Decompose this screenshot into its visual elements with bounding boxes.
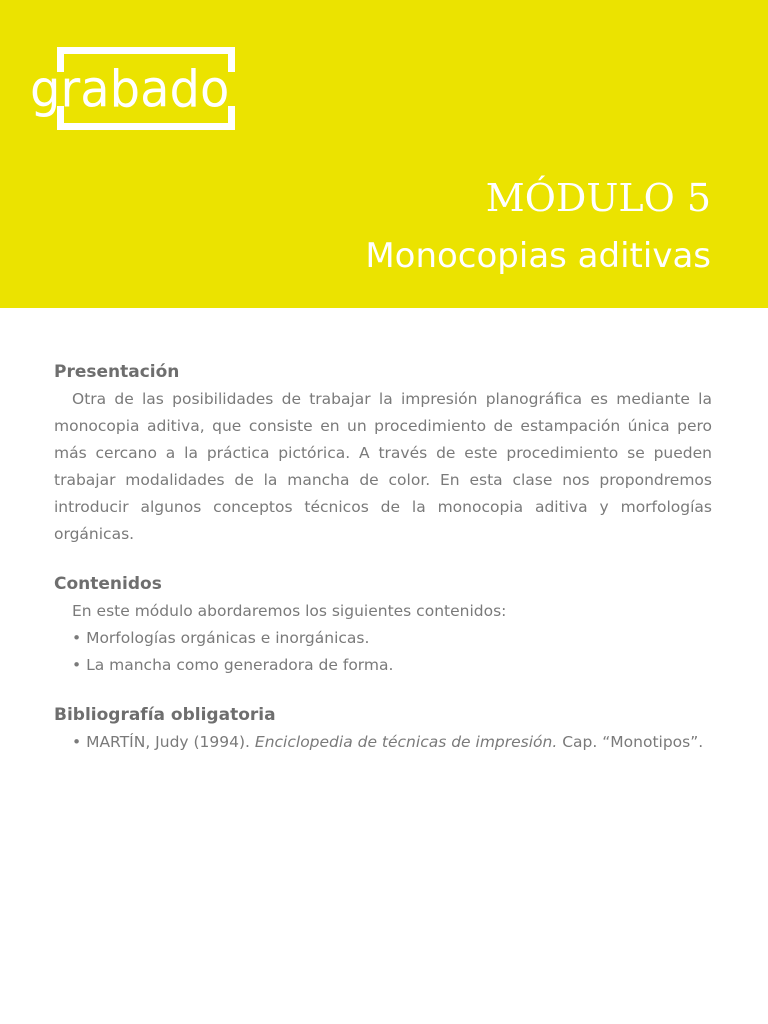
bibliography-title: Enciclopedia de técnicas de impresión.: [254, 733, 558, 751]
header-banner: [0, 0, 768, 308]
contents-item: • Morfologías orgánicas e inorgánicas.: [72, 629, 370, 647]
presentation-heading: Presentación: [54, 362, 180, 382]
bibliography-section: [54, 701, 712, 756]
presentation-text: Otra de las posibilidades de trabajar la impresión planográfica es mediante la monocopia aditiva, que consiste en un procedimiento de estampación única pero más cercano a la práctica pictórica. A través de este procedimiento se pueden trabajar modalidades de la mancha de color. En esta clase nos propondremos introducir algunos conceptos técnicos de la monocopia aditiva y morfologías orgánicas.: [54, 390, 712, 543]
contents-intro: En este módulo abordaremos los siguientes contenidos:: [72, 602, 507, 620]
contents-item: • La mancha como generadora de forma.: [72, 656, 394, 674]
logo: grabado: [30, 60, 230, 119]
contents-section: [54, 570, 712, 679]
bibliography-author: • MARTÍN, Judy (1994).: [72, 733, 250, 751]
bibliography-entry: [54, 729, 712, 756]
contents-heading: Contenidos: [54, 574, 162, 594]
bibliography-rest: Cap. “Monotipos”.: [562, 733, 704, 751]
content: [54, 358, 712, 778]
bibliography-heading: Bibliografía obligatoria: [54, 705, 276, 725]
presentation-section: [54, 358, 712, 548]
module-label: MÓDULO 5: [485, 176, 711, 220]
module-title: Monocopias aditivas: [365, 236, 711, 276]
